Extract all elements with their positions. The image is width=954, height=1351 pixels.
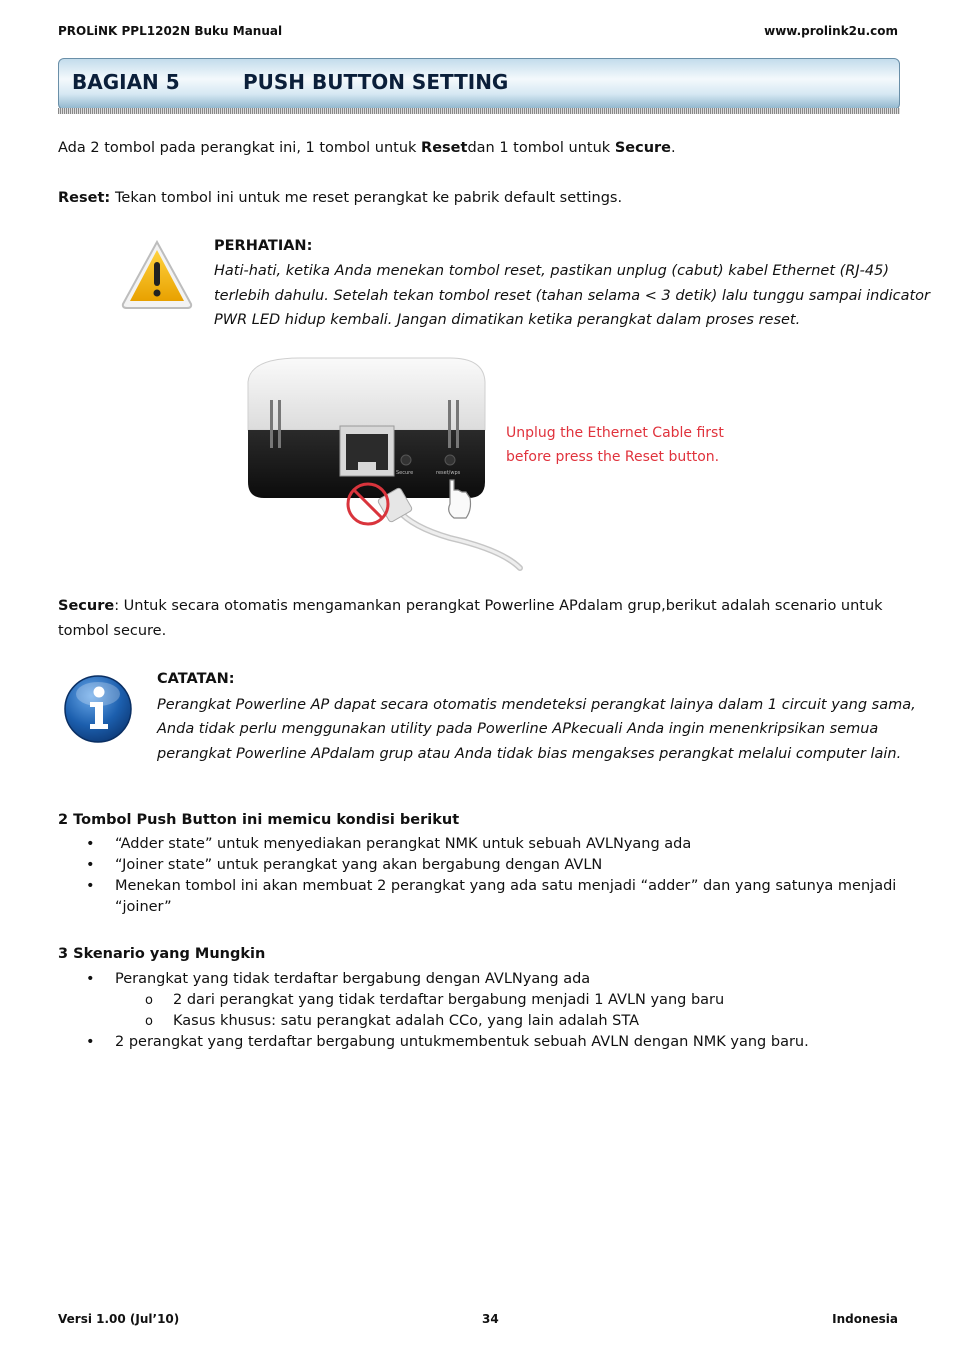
note-line-2: Anda tidak perlu menggunakan utility pada Powerline APkecuali Anda ingin menenkripsikan semua — [157, 721, 879, 737]
list-item-line-1: Menekan tombol ini akan membuat 2 perangkat yang ada satu menjadi “adder” dan yang satunya menjadi — [115, 878, 897, 894]
header-right: www.prolink2u.com — [764, 24, 898, 38]
warning-line-1: Hati-hati, ketika Anda menekan tombol reset, pastikan unplug (cabut) kabel Ethernet (RJ-45) — [214, 263, 890, 279]
port-label-secure: Secure — [396, 470, 414, 476]
intro-reset: Reset — [421, 140, 468, 156]
list-item — [58, 876, 898, 918]
note-line-3: perangkat Powerline APdalam grup atau Anda tidak bias mengakses perangkat melalui computer lain. — [157, 746, 902, 762]
footer-language: Indonesia — [832, 1312, 898, 1326]
intro-paragraph — [58, 136, 676, 161]
info-icon — [63, 674, 133, 744]
figure-caption-line-2: before press the Reset button. — [506, 449, 720, 465]
secure-paragraph — [58, 594, 883, 619]
note-title: CATATAN: — [157, 671, 235, 687]
page-number: 34 — [482, 1312, 499, 1326]
header-left: PROLiNK PPL1202N Buku Manual — [58, 24, 283, 38]
reset-text: Tekan tombol ini untuk me reset perangkat ke pabrik default settings. — [115, 190, 623, 206]
footer-version: Versi 1.00 (Jul’10) — [58, 1312, 180, 1326]
secure-label: Secure — [58, 598, 115, 614]
device-illustration — [240, 352, 540, 577]
warning-line-3: PWR LED hidup kembali. Jangan dimatikan ketika perangkat dalam proses reset. — [214, 312, 801, 328]
secure-line-2: tombol secure. — [58, 623, 167, 639]
intro-secure: Secure — [614, 140, 672, 156]
reset-label: Reset: — [58, 190, 111, 206]
list-item-line-2: “joiner” — [115, 899, 172, 915]
figure-caption — [506, 421, 724, 469]
warning-triangle-icon — [120, 238, 194, 312]
section3-heading: 3 Skenario yang Mungkin — [58, 946, 266, 962]
warning-line-2: terlebih dahulu. Setelah tekan tombol reset (tahan selama < 3 detik) lalu tunggu sampai indicator — [214, 288, 930, 304]
chapter-title: PUSH BUTTON SETTING — [243, 70, 509, 94]
intro-end: . — [671, 140, 676, 156]
figure-caption-line-1: Unplug the Ethernet Cable first — [506, 425, 724, 441]
note-line-1: Perangkat Powerline AP dapat secara otomatis mendeteksi perangkat lainya dalam 1 circuit yang sama, — [157, 697, 916, 713]
list-item: • 2 perangkat yang terdaftar bergabung untukmembentuk sebuah AVLN dengan NMK yang baru. — [58, 1032, 898, 1053]
list-item: • “Adder state” untuk menyediakan perangkat NMK untuk sebuah AVLNyang ada — [58, 834, 898, 855]
intro-text: Ada 2 tombol pada perangkat ini, 1 tombol untuk — [58, 140, 422, 156]
warning-title: PERHATIAN: — [214, 238, 313, 254]
port-label-reset: reset/wps — [436, 470, 461, 476]
chapter-number: BAGIAN 5 — [72, 70, 180, 94]
section2-heading: 2 Tombol Push Button ini memicu kondisi berikut — [58, 812, 460, 828]
section3-list — [58, 969, 898, 1053]
banner-stripe — [58, 108, 900, 114]
secure-line-1: : Untuk secara otomatis mengamankan perangkat Powerline APdalam grup,berikut adalah scenario untuk — [114, 598, 883, 614]
list-item: • “Joiner state” untuk perangkat yang akan bergabung dengan AVLN — [58, 855, 898, 876]
intro-text-mid: dan 1 tombol untuk — [467, 140, 615, 156]
list-item: • Perangkat yang tidak terdaftar bergabung dengan AVLNyang ada — [58, 969, 898, 990]
section2-list — [58, 834, 898, 918]
sub-list-item: o Kasus khusus: satu perangkat adalah CCo, yang lain adalah STA — [58, 1011, 898, 1032]
sub-list-item: o 2 dari perangkat yang tidak terdaftar bergabung menjadi 1 AVLN yang baru — [58, 990, 898, 1011]
